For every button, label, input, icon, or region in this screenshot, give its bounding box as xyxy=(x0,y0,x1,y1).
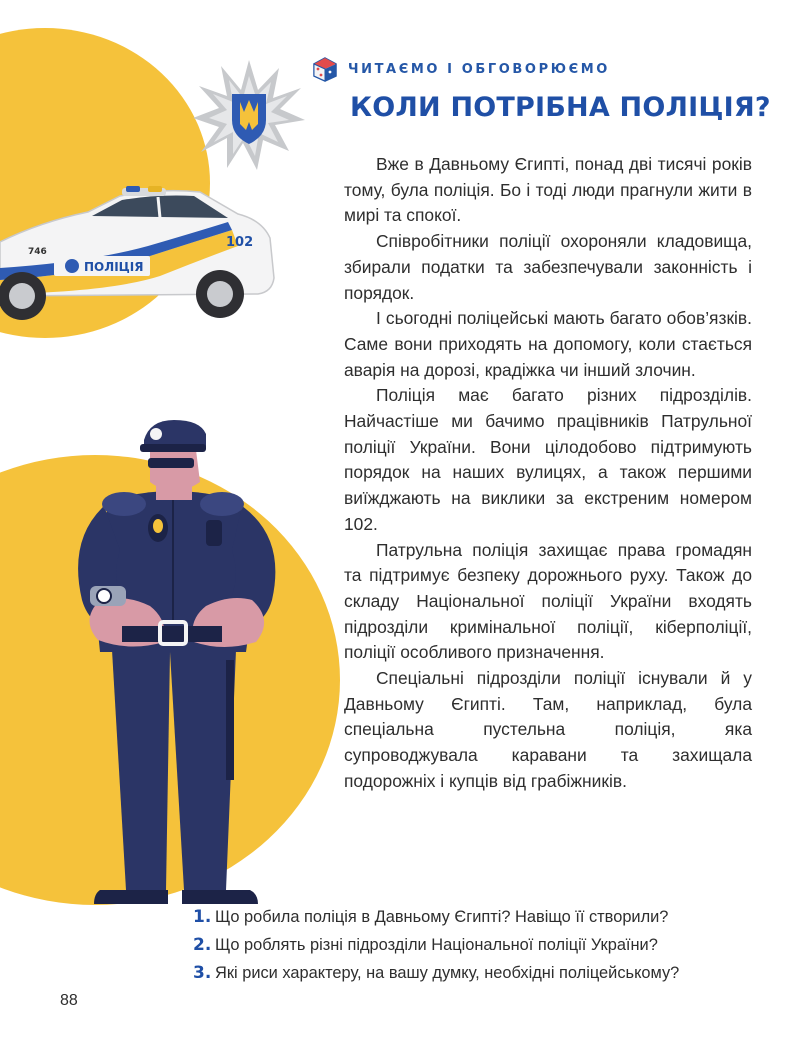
question-list xyxy=(193,903,793,987)
page-title: КОЛИ ПОТРІБНА ПОЛІЦІЯ? xyxy=(350,92,771,123)
page-number: 88 xyxy=(60,992,78,1009)
article-paragraph: Поліція має багато різних підрозділів. Найчастіше ми бачимо працівників Патрульної поліції України. Вони цілодобово підтримують порядок на наших вулицях, а також першими виїжджають на виклики за екстреним номером 102. xyxy=(344,385,752,534)
article-paragraph: Співробітники поліції охороняли кладовища, збирали податки та забезпечували законність і порядок. xyxy=(344,231,752,303)
question-text: Які риси характеру, на вашу думку, необхідні поліцейському? xyxy=(215,964,680,982)
question-item xyxy=(193,959,793,987)
article-paragraph: І сьогодні поліцейські мають багато обов’язків. Саме вони приходять на допомогу, коли стається аварія на дорозі, крадіжка чи інший злочин. xyxy=(344,308,752,380)
article-paragraph: Вже в Давньому Єгипті, понад дві тисячі років тому, була поліція. Бо і тоді люди прагнули жити в мирі та спокої. xyxy=(344,154,752,226)
question-item xyxy=(193,931,793,959)
question-text: Що робила поліція в Давньому Єгипті? Навіщо її створили? xyxy=(215,908,669,926)
article-paragraph: Спеціальні підрозділи поліції існували й у Давньому Єгипті. Там, наприклад, була спеціальна пустельна поліція, яка супроводжувала каравани та захищала подорожніх і купців від грабіжників. xyxy=(344,668,752,791)
question-text: Що роблять різні підрозділи Національної поліції України? xyxy=(215,936,658,954)
car-number-front: 102 xyxy=(226,235,254,250)
question-number: 1. xyxy=(193,907,212,927)
dice-cube-icon xyxy=(312,56,338,82)
article-paragraph: Патрульна поліція захищає права громадян та підтримує безпеку дорожнього руху. Також до складу Національної поліції України входять підрозділи кримінальної поліції, кіберполіції, поліції особливого призначення. xyxy=(344,539,752,663)
police-officer-illustration xyxy=(60,420,300,920)
police-car-illustration xyxy=(0,182,278,322)
question-item xyxy=(193,903,793,931)
car-door-label: ПОЛІЦІЯ xyxy=(84,260,144,274)
car-number-rear: 746 xyxy=(28,247,47,257)
question-number: 2. xyxy=(193,935,212,955)
police-badge-icon xyxy=(190,56,308,174)
article-body xyxy=(344,152,752,795)
question-number: 3. xyxy=(193,963,212,983)
section-tag-label: ЧИТАЄМО І ОБГОВОРЮЄМО xyxy=(348,61,610,77)
section-tag xyxy=(312,55,610,83)
